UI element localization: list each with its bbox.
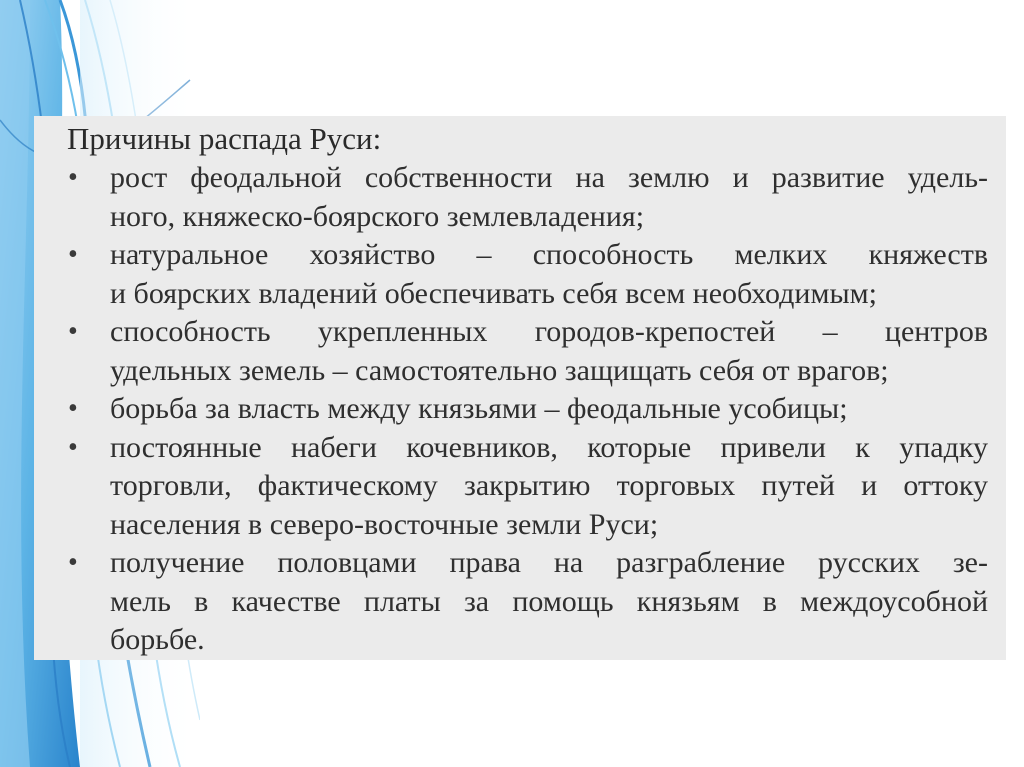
text-panel [34, 116, 1006, 660]
reasons-list [66, 159, 988, 660]
slide-title: Причины распада Руси: [67, 121, 382, 156]
reason-item [66, 313, 988, 390]
bullet-icon: • [68, 547, 78, 578]
reason-line: населения в северо-восточные земли Руси; [110, 507, 659, 541]
reason-line: и боярских владений обеспечивать себя всем необходимым; [110, 276, 877, 310]
reason-item [66, 159, 988, 236]
reason-line: борьба за власть между князьями – феодальные усобицы; [110, 392, 848, 425]
reason-item [66, 390, 988, 429]
reason-item [66, 544, 988, 660]
reason-line: ного, княжеско-боярского землевладения; [110, 199, 645, 233]
reason-line: постоянные набеги кочевников, которые привели к упадку [110, 430, 988, 464]
reason-item [66, 236, 988, 313]
reason-line: борьбе. [110, 623, 205, 656]
reason-line: натуральное хозяйство – способность мелких княжеств [110, 238, 988, 271]
bullet-icon: • [68, 393, 78, 424]
reason-line: способность укрепленных городов-крепостей – центров [110, 315, 988, 348]
reason-line: торговли, фактическому закрытию торговых путей и оттоку [110, 469, 988, 502]
bullet-icon: • [68, 239, 78, 270]
bullet-icon: • [68, 162, 78, 193]
reason-line: мель в качестве платы за помощь князьям в междоусобной [110, 584, 988, 618]
bullet-icon: • [68, 431, 78, 463]
reason-line: удельных земель – самостоятельно защищать себя от врагов; [110, 353, 889, 387]
reason-line: рост феодальной собственности на землю и развитие удель- [110, 161, 988, 194]
bullet-icon: • [68, 316, 78, 347]
reason-item [66, 429, 988, 545]
reason-line: получение половцами права на разграбление русских зе- [110, 546, 988, 579]
